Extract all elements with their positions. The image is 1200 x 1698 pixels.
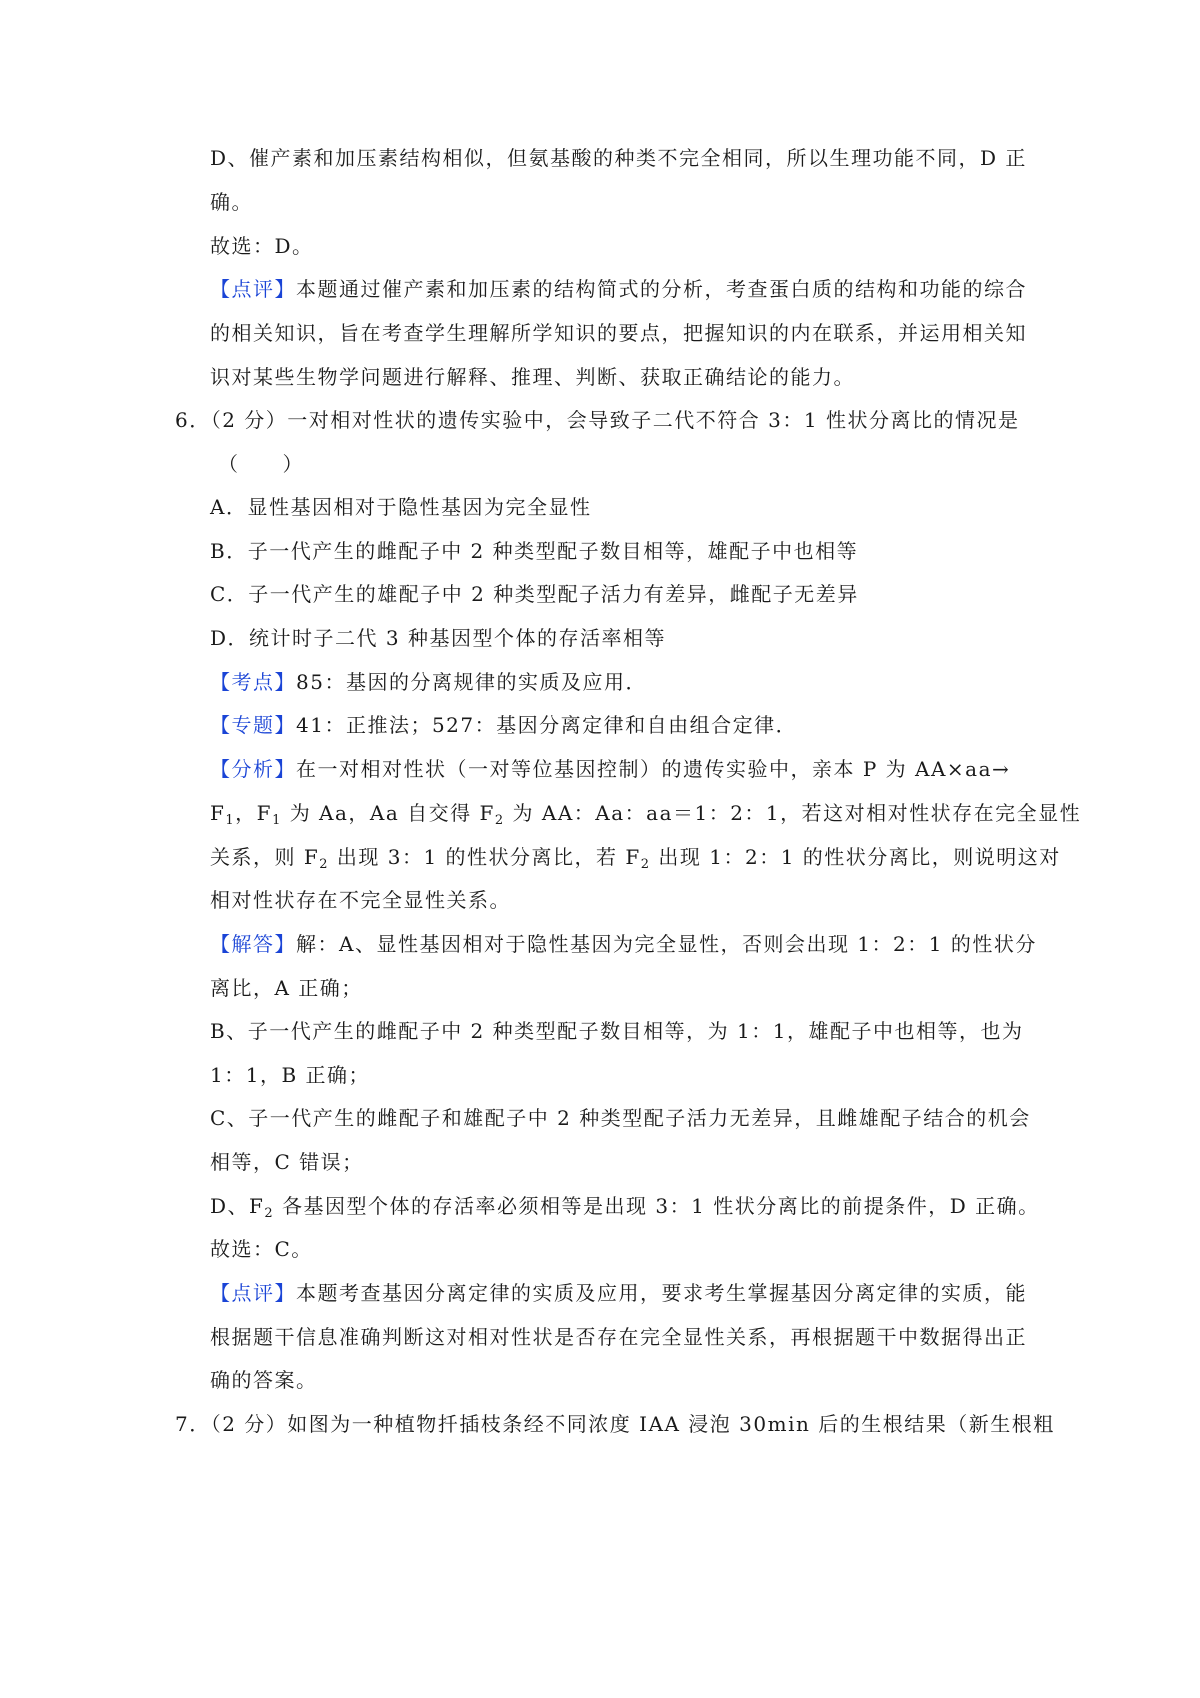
q6-solution-line2: 离比，A 正确； (210, 976, 363, 1000)
q6-review-text1: 本题考查基因分离定律的实质及应用，要求考生掌握基因分离定律的实质，能 (296, 1281, 1027, 1305)
q5-review-line3: 识对某些生物学问题进行解释、推理、判断、获取正确结论的能力。 (210, 365, 855, 389)
q6-kaodian (210, 669, 647, 695)
q5-review-line2: 的相关知识，旨在考查学生理解所学知识的要点，把握知识的内在联系，并运用相关知 (210, 321, 1027, 345)
q6-review-line2: 根据题干信息准确判断这对相对性状是否存在完全显性关系，再根据题干中数据得出正 (210, 1325, 1027, 1349)
subscript: 2 (264, 1206, 275, 1221)
q6-analysis-line2 (210, 800, 1081, 826)
q6-option-a: A．显性基因相对于隐性基因为完全显性 (210, 495, 592, 519)
text-segment: 各基因型个体的存活率必须相等是出现 3：1 性状分离比的前提条件，D 正确。 (274, 1194, 1040, 1218)
text-segment: 为 Aa，Aa 自交得 F (281, 801, 495, 825)
q6-solution-line1 (210, 931, 1037, 957)
review-tag: 【点评】 (210, 1281, 296, 1305)
zhuanti-tag: 【专题】 (210, 713, 296, 737)
review-tag: 【点评】 (210, 277, 296, 301)
q6-analysis-text1: 在一对相对性状（一对等位基因控制）的遗传实验中，亲本 P 为 AA×aa→ (296, 757, 1011, 781)
q6-review-line3: 确的答案。 (210, 1368, 318, 1392)
q5-review-text1: 本题通过催产素和加压素的结构简式的分析，考查蛋白质的结构和功能的综合 (296, 277, 1027, 301)
q6-stem-line2: （ ） (218, 452, 304, 476)
analysis-tag: 【分析】 (210, 757, 296, 781)
text-segment: F (210, 801, 226, 825)
q6-analysis-line4: 相对性状存在不完全显性关系。 (210, 888, 511, 912)
solution-tag: 【解答】 (210, 932, 296, 956)
q6-solution-line3: B、子一代产生的雌配子中 2 种类型配子数目相等，为 1：1，雄配子中也相等，也为 (210, 1019, 1024, 1043)
q5-answer: 故选：D。 (210, 234, 314, 258)
q5-review-line1 (210, 276, 1027, 302)
subscript: 2 (640, 857, 651, 872)
q6-solution-line4: 1：1，B 正确； (210, 1063, 371, 1087)
subscript: 1 (272, 813, 282, 828)
q6-zhuanti (210, 712, 797, 738)
q6-analysis-line1 (210, 756, 1010, 782)
kaodian-tag: 【考点】 (210, 670, 296, 694)
text-segment: D、F (210, 1194, 265, 1218)
q6-answer: 故选：C。 (210, 1237, 313, 1261)
subscript: 2 (319, 857, 330, 872)
q6-solution-line5: C、子一代产生的雌配子和雄配子中 2 种类型配子活力无差异，且雌雄配子结合的机会 (210, 1106, 1031, 1130)
subscript: 2 (494, 813, 505, 828)
subscript: 1 (225, 813, 236, 828)
text-segment: ，F (235, 801, 273, 825)
q6-option-d: D．统计时子二代 3 种基因型个体的存活率相等 (210, 626, 666, 650)
text-segment: 关系，则 F (210, 845, 320, 869)
text-segment: 出现 1：2：1 的性状分离比，则说明这对 (650, 845, 1061, 869)
q6-option-c: C．子一代产生的雄配子中 2 种类型配子活力有差异，雌配子无差异 (210, 582, 859, 606)
q5-option-d-explanation-line2: 确。 (210, 190, 253, 214)
q6-kaodian-text: 85：基因的分离规律的实质及应用． (296, 670, 647, 694)
q6-analysis-line3 (210, 844, 1061, 870)
q6-review-line1 (210, 1280, 1027, 1306)
text-segment: 为 AA：Aa：aa＝1：2：1，若这对相对性状存在完全显性 (504, 801, 1082, 825)
q7-stem-line1: 7．（2 分）如图为一种植物扦插枝条经不同浓度 IAA 浸泡 30min 后的生根结果（新生根粗 (175, 1412, 1055, 1436)
q6-zhuanti-text: 41：正推法；527：基因分离定律和自由组合定律． (296, 713, 798, 737)
q6-option-b: B．子一代产生的雌配子中 2 种类型配子数目相等，雄配子中也相等 (210, 539, 859, 563)
q6-solution-line7 (210, 1193, 1040, 1219)
q6-solution-line6: 相等，C 错误； (210, 1150, 364, 1174)
q6-solution-text1: 解：A、显性基因相对于隐性基因为完全显性，否则会出现 1：2：1 的性状分 (296, 932, 1037, 956)
q5-option-d-explanation-line1: D、催产素和加压素结构相似，但氨基酸的种类不完全相同，所以生理功能不同，D 正 (210, 146, 1027, 170)
q6-stem-line1: 6．（2 分）一对相对性状的遗传实验中，会导致子二代不符合 3：1 性状分离比的情况是 (175, 408, 1020, 432)
text-segment: 出现 3：1 的性状分离比，若 F (329, 845, 641, 869)
